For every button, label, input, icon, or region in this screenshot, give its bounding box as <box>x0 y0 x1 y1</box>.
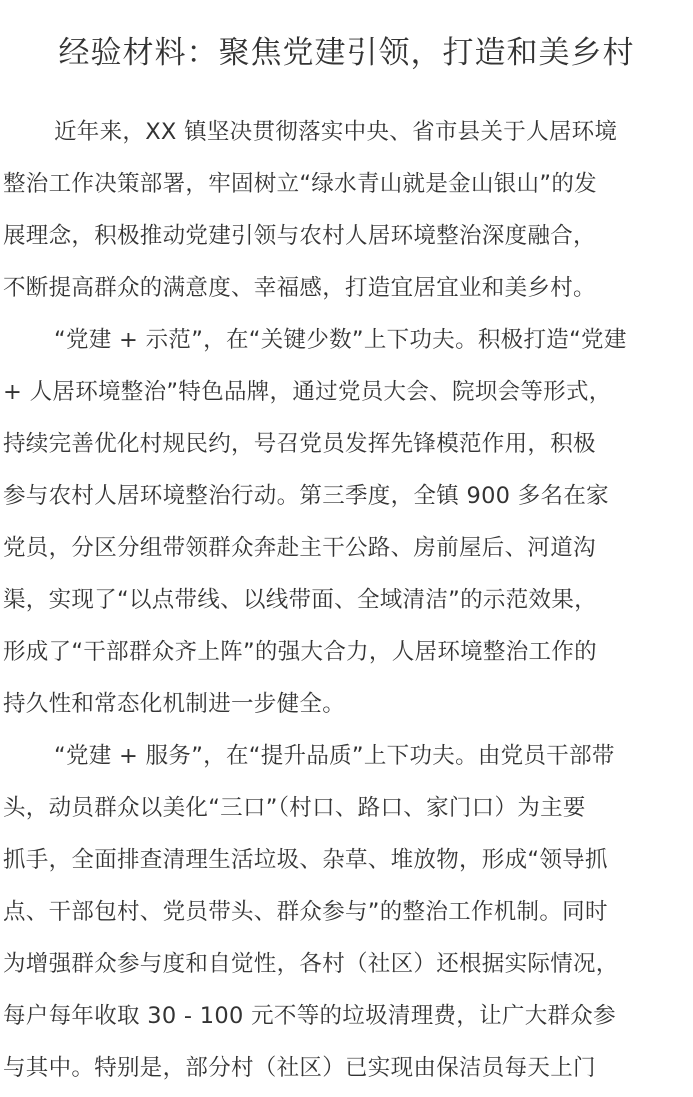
paragraph-line: 展理念，积极推动党建引领与农村人居环境整治深度融合， <box>3 223 596 249</box>
paragraph-line: 为增强群众参与度和自觉性，各村（社区）还根据实际情况， <box>3 951 619 977</box>
paragraph-line: 头，动员群众以美化“三口”（村口、路口、家门口）为主要 <box>3 795 586 821</box>
paragraph-line: 党员，分区分组带领群众奔赴主干公路、房前屋后、河道沟 <box>3 535 596 561</box>
paragraph-line: + 人居环境整治”特色品牌，通过党员大会、院坝会等形式， <box>3 379 612 405</box>
paragraph-line: 整治工作决策部署，牢固树立“绿水青山就是金山银山”的发 <box>3 171 597 197</box>
paragraph-line: 抓手，全面排查清理生活垃圾、杂草、堆放物，形成“领导抓 <box>3 847 608 873</box>
paragraph-line: 持久性和常态化机制进一步健全。 <box>3 691 346 717</box>
paragraph-line: “党建 + 示范”，在“关键少数”上下功夫。积极打造“党建 <box>54 327 627 353</box>
paragraph-line: 参与农村人居环境整治行动。第三季度，全镇 900 多名在家 <box>3 483 609 509</box>
paragraph-line: 点、干部包村、党员带头、群众参与”的整治工作机制。同时 <box>3 899 608 925</box>
document-body <box>3 106 693 1094</box>
paragraph-line: 与其中。特别是，部分村（社区）已实现由保洁员每天上门 <box>3 1055 596 1081</box>
paragraph-line: 不断提高群众的满意度、幸福感，打造宜居宜业和美乡村。 <box>3 275 596 301</box>
paragraph-line: 每户每年收取 30 - 100 元不等的垃圾清理费，让广大群众参 <box>3 1003 616 1029</box>
paragraph-line: 形成了“干部群众齐上阵”的强大合力，人居环境整治工作的 <box>3 639 597 665</box>
document-title: 经验材料：聚焦党建引领，打造和美乡村 <box>58 35 635 71</box>
paragraph-line: “党建 + 服务”，在“提升品质”上下功夫。由党员干部带 <box>54 743 615 769</box>
paragraph-line: 渠，实现了“以点带线、以线带面、全域清洁”的示范效果， <box>3 587 597 613</box>
paragraph-line: 持续完善优化村规民约，号召党员发挥先锋模范作用，积极 <box>3 431 596 457</box>
paragraph-line: 近年来，XX 镇坚决贯彻落实中央、省市县关于人居环境 <box>54 119 618 145</box>
